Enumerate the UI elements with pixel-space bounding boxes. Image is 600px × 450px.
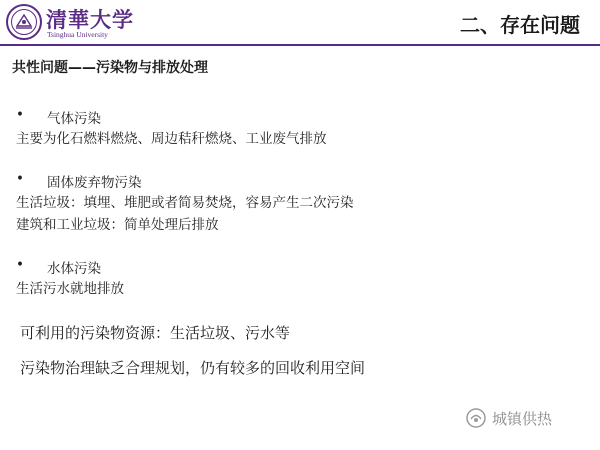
logo-english-name: Tsinghua University <box>47 30 108 39</box>
slide-subtitle: 共性问题——污染物与排放处理 <box>12 60 208 76</box>
section-solid-waste <box>16 171 354 235</box>
section-heading <box>16 107 327 127</box>
bullet-icon: • <box>16 257 24 273</box>
tsinghua-seal-icon <box>6 4 42 40</box>
section-line: 主要为化石燃料燃烧、周边秸秆燃烧、工业废气排放 <box>16 131 327 147</box>
section-gas-pollution <box>16 107 327 149</box>
section-water-pollution <box>16 257 124 299</box>
bullet-icon: • <box>16 107 24 123</box>
slide-header <box>0 0 600 44</box>
section-label: 气体污染 <box>47 111 101 127</box>
section-label: 水体污染 <box>47 261 101 277</box>
header-divider <box>0 44 600 46</box>
section-line: 建筑和工业垃圾：简单处理后排放 <box>16 217 219 233</box>
tsinghua-logo <box>6 4 156 42</box>
section-line: 生活垃圾：填埋、堆肥或者简易焚烧，容易产生二次污染 <box>16 195 354 211</box>
statement-planning: 污染物治理缺乏合理规划，仍有较多的回收利用空间 <box>20 359 366 377</box>
bullet-icon: • <box>16 171 24 187</box>
section-label: 固体废弃物污染 <box>47 175 142 191</box>
slide-title: 二、存在问题 <box>460 13 580 37</box>
section-heading <box>16 171 354 191</box>
watermark-text: 城镇供热 <box>492 410 553 428</box>
statement-resources: 可利用的污染物资源：生活垃圾、污水等 <box>20 324 291 342</box>
logo-chinese-name: 清華大学 <box>46 7 134 32</box>
section-line: 生活污水就地排放 <box>16 281 124 297</box>
section-heading <box>16 257 124 277</box>
wechat-channel-icon <box>465 407 487 429</box>
